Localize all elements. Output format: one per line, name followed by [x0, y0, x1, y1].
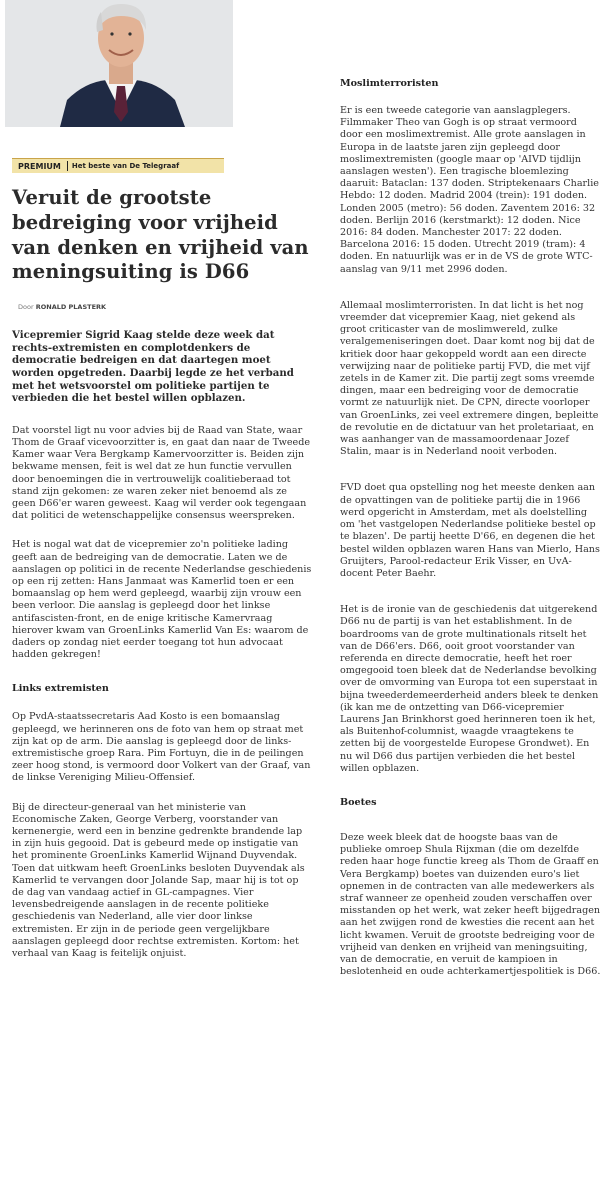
section-heading-boetes: Boetes [340, 796, 377, 808]
paragraph: Er is een tweede categorie van aanslagplegers. Filmmaker Theo van Gogh is op straat vermoord door een moslimextremist. Alle grote aanslagen in Europa in de laatste jaren zijn gepleegd door moslimextremisten (google maar op 'AIVD tijdlijn aanslagen westen'). Een tragische bloemlezing daaruit: Bataclan: 137 doden. Striptekenaars Charlie Hebdo: 12 doden. Madrid 2004 (trein): 191 doden. Londen 2005 (metro): 56 doden. Zaventem 2016: 32 doden. Berlijn 2016 (kerstmarkt): 12 doden. Nice 2016: 84 doden. Manchester 2017: 22 doden. Barcelona 2016: 15 doden. Utrecht 2019 (tram): 4 doden. En natuurlijk was er in de VS de grote WTC-aanslag van 9/11 met 2996 doden. [340, 105, 599, 275]
paragraph: Dat voorstel ligt nu voor advies bij de Raad van State, waar Thom de Graaf vicevoorzitter is, en gaat dan naar de Tweede Kamer waar Vera Bergkamp Kamervoorzitter is. Beiden zijn bekwame mensen, feit is wel dat ze hun functie vervullen door benoemingen die in vertrouwelijk coalitieberaad tot stand zijn gekomen: ze waren zeker niet benoemd als ze geen D66'er waren geweest. Kaag wil verder ook tegengaan dat politici de wetenschappelijke consensus weerspreken. [12, 424, 311, 522]
section-heading-moslimterroristen: Moslimterroristen [340, 78, 439, 89]
paragraph: FVD doet qua opstelling nog het meeste denken aan de opvattingen van de politieke partij die in 1966 werd opgericht in Amsterdam, met als doelstelling om 'het vastgelopen Nederlandse politieke bestel op te blazen'. De partij heette D'66, en degenen die het bestel wilden opblazen waren Hans van Mierlo, Hans Gruijters, Parool-redacteur Erik Visser, en UvA-docent Peter Baehr. [340, 482, 600, 579]
premium-tag: PREMIUM [18, 161, 61, 171]
paragraph: Deze week bleek dat de hoogste baas van de publieke omroep Shula Rijxman (die om dezelfde reden haar hoge functie kreeg als Thom de Graaff en Vera Bergkamp) boetes van duizenden euro's liet opnemen in de contracten van alle medewerkers als straf wanneer ze openheid zouden verschaffen over misstanden op het werk, wat zeker heeft bijgedragen aan het zwijgen rond de kwesties die recent aan het licht kwamen. Veruit de grootste bedreiging voor de vrijheid van denken en vrijheid van meningsuiting, van de democratie, en veruit de kampioen in beslotenheid en oude achterkamertjespolitiek is D66. [340, 831, 601, 978]
paragraph: Het is de ironie van de geschiedenis dat uitgerekend D66 nu de partij is van het establishment. In de boardrooms van de grote multinationals ritselt het van de D66'ers. D66, ooit groot voorstander van referenda en directe democratie, heeft het roer omgegooid toen bleek dat de Nederlandse bevolking over de omvorming van Europa tot een superstaat in bijna tweederdemeerderheid anders bleek te denken (ik kan me de ontzetting van D66-vicepremier Laurens Jan Brinkhorst goed herinneren toen ik het, als Buitenhof-columnist, waagde vraagtekens te zetten bij de voorgestelde Europese Grondwet). En nu wil D66 dus partijen verbieden die het bestel willen opblazen. [340, 604, 599, 774]
byline [12, 303, 312, 311]
paragraph: Bij de directeur-generaal van het ministerie van Economische Zaken, George Verberg, voorstander van kernenergie, werd een in benzine gedrenkte brandende lap in zijn huis gegooid. Dat is gebeurd mede op instigatie van het prominente GroenLinks Kamerlid Wijnand Duyvendak. Toen dat uitkwam heeft GroenLinks besloten Duyvendak als Kamerlid te vervangen door Jolande Sap, maar hij is tot op de dag van vandaag actief in GL-campagnes. Vier levensbedreigende aanslagen in de recente politieke geschiedenis van Nederland, alle vier door linkse extremisten. Er zijn in de periode geen vergelijkbare aanslagen gepleegd door rechtse extremisten. Kortom: het verhaal van Kaag is feitelijk onjuist. [12, 801, 305, 960]
premium-banner [12, 158, 224, 173]
paragraph: Het is nogal wat dat de vicepremier zo'n politieke lading geeft aan de bedreiging van de democratie. Laten we de aanslagen op politici in de recente Nederlandse geschiedenis op een rij zetten: Hans Janmaat was Kamerlid toen er een bomaanslag op hem werd gepleegd, waarbij zijn vrouw een been verloor. Die aanslag is gepleegd door het linkse antifascisten-front, en de enige kritische Kamervraag hierover kwam van GroenLinks Kamerlid Van Es: waarom de daders op zondag niet eerder toegang tot hun advocaat hadden gekregen! [12, 539, 312, 661]
author-photo [5, 0, 233, 127]
byline-author: RONALD PLASTERK [35, 303, 107, 312]
left-column [12, 158, 312, 960]
author-portrait-image [5, 0, 233, 127]
premium-separator [67, 161, 68, 171]
article-lead: Vicepremier Sigrid Kaag stelde deze week dat rechts-extremisten en complotdenkers de democratie bedreigen en dat daartegen moet worden opgetreden. Daarbij legde ze het verband met het wetsvoorstel om politieke partijen te verbieden die het bestel willen opblazen. [12, 329, 294, 405]
paragraph: Allemaal moslimterroristen. In dat licht is het nog vreemder dat vicepremier Kaag, niet gekend als groot criticaster van de moslimwereld, zulke veralgemeniseringen doet. Daar komt nog bij dat de kritiek door haar gekoppeld wordt aan een directe verwijzing naar de politieke partij FVD, die met vijf zetels in de Kamer zit. Die partij zegt soms vreemde dingen, maar een bedreiging voor de democratie vormt ze natuurlijk niet. De CPN, directe voorloper van GroenLinks, zei veel extremere dingen, bepleitte de revolutie en de dictatuur van het proletariaat, en was aanhanger van de massamoordenaar Jozef Stalin, maar is in Nederland nooit verboden. [340, 299, 599, 458]
article-headline: Veruit de grootste bedreiging voor vrijheid van denken en vrijheid van meningsuiting is D66 [12, 186, 309, 284]
paragraph: Op PvdA-staatssecretaris Aad Kosto is een bomaanslag gepleegd, we herinneren ons de foto van hem op straat met zijn kat op de arm. Die aanslag is gepleegd door de links-extremistische groep Rara. Pim Fortuyn, die in de peilingen zeer hoog stond, is vermoord door Volkert van der Graaf, van de linkse Vereniging Milieu-Offensief. [12, 711, 311, 784]
byline-prefix: Door [18, 303, 34, 312]
section-heading-links-extremisten: Links extremisten [12, 683, 109, 695]
right-column [340, 78, 602, 978]
premium-subtitle: Het beste van De Telegraaf [71, 162, 180, 170]
